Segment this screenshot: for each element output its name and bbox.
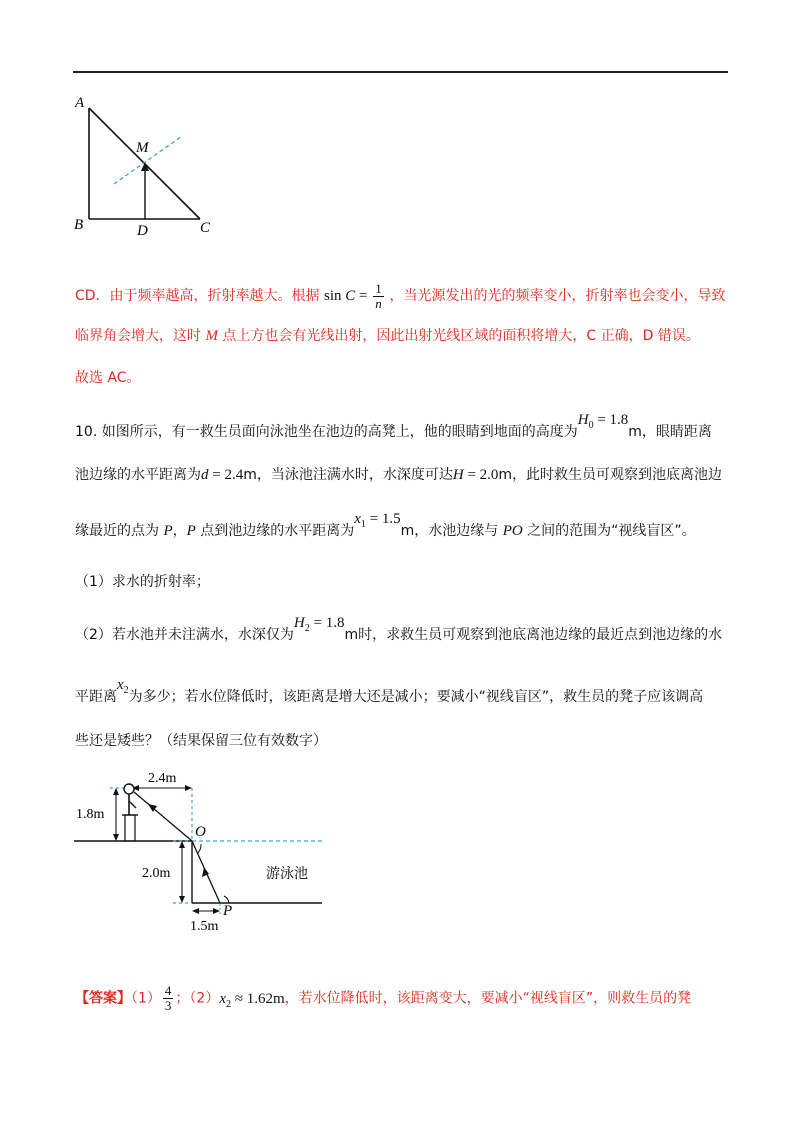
frac-num: 1 — [375, 281, 382, 296]
cd-suffix: ，当光源发出的光的频率变小，折射率也会变小，导致 — [389, 287, 726, 304]
px-arrow-left — [192, 908, 199, 914]
ray-in-air — [134, 792, 192, 841]
h-var: H — [452, 467, 464, 483]
h0-var: H — [577, 412, 589, 428]
pool-figure — [70, 768, 330, 938]
h2-var: H — [293, 615, 305, 631]
h0-val: = 1.8 — [593, 412, 629, 428]
solution-line-1 — [75, 282, 726, 311]
solution-choice: 故选 AC。 — [75, 370, 141, 386]
q10-l5b: 时，求救生员可观察到池底离池边缘的最近点到池边缘的水 — [358, 627, 723, 643]
d-formula — [201, 467, 243, 483]
n-den: 3 — [164, 998, 172, 1013]
solution-line-2 — [75, 326, 700, 346]
frac-den: n — [375, 296, 382, 311]
point-m-label: M — [136, 140, 149, 156]
x2-var: x — [117, 677, 124, 693]
px-label: 1.5m — [190, 919, 219, 934]
q10-l5a: （2）若水池并未注满水，水深仅为 — [75, 627, 294, 643]
q10-line-7: 些还是矮些？（结果保留三位有效数字） — [75, 733, 327, 749]
d-var: d — [201, 467, 209, 483]
x1-var: x — [354, 511, 361, 527]
angle-arc-o — [198, 844, 201, 853]
q10-l3c: 点到池边缘的水平距离为 — [195, 523, 355, 539]
sin-eq: = — [355, 287, 372, 304]
sinc-fraction — [373, 282, 384, 311]
cd-prefix: CD．由于频率越高，折射率越大。根据 — [75, 287, 320, 304]
distance-arrow-right — [185, 785, 192, 791]
answer-line — [75, 984, 691, 1015]
q10-l1a: 10. 如图所示，有一救生员面向泳池坐在池边的高凳上，他的眼睛到地面的高度为 — [75, 424, 578, 440]
h2-val: = 1.8 — [309, 615, 345, 631]
distance-label: 2.4m — [148, 771, 177, 786]
x2-ans-val: ≈ 1.62m — [231, 990, 285, 1007]
h2-formula — [293, 615, 345, 634]
x2-formula — [117, 677, 129, 696]
q10-l3b: ， — [172, 523, 187, 539]
answer-tag: 【答案】 — [75, 990, 131, 1007]
depth-arrow-top — [179, 841, 185, 848]
po-var: PO — [502, 523, 523, 539]
point-d-label: D — [137, 223, 148, 239]
q10-l2c: ，此时救生员可观察到池底离池边 — [512, 467, 723, 483]
n-num: 4 — [164, 983, 172, 998]
unit-m-3: m — [498, 467, 513, 483]
pool-label: 游泳池 — [266, 866, 308, 882]
sin-var: C — [345, 287, 356, 304]
px-arrow-right — [213, 908, 220, 914]
q10-line-3 — [75, 511, 696, 547]
x2-ans-sub: 2 — [226, 998, 232, 1010]
d-val: = 2.4 — [208, 467, 244, 483]
q10-l3d: ，水池边缘与 — [414, 523, 503, 539]
x1-val: = 1.5 — [365, 511, 401, 527]
x2-ans-var: x — [219, 990, 227, 1007]
x2-answer-formula — [219, 990, 285, 1010]
q10-l3a: 缘最近的点为 — [75, 523, 164, 539]
p-var-2: P — [186, 523, 196, 539]
vertex-a-label: A — [75, 95, 85, 111]
h-formula — [453, 467, 499, 483]
x1-formula — [354, 511, 401, 530]
answer-sep: ；（2） — [175, 990, 220, 1007]
p-var-1: P — [163, 523, 173, 539]
triangle-figure — [70, 92, 230, 242]
lifeguard-head-icon — [124, 784, 134, 794]
q10-l2a: 池边缘的水平距离为 — [75, 467, 201, 483]
q10-line-6 — [75, 677, 704, 713]
refraction-index-fraction — [163, 984, 174, 1013]
h0-formula — [577, 412, 629, 431]
eye-height-label: 1.8m — [76, 807, 105, 822]
depth-label: 2.0m — [142, 866, 171, 881]
line2-m: M — [205, 328, 218, 344]
x1-sub: 1 — [360, 519, 366, 530]
depth-arrow-bottom — [179, 896, 185, 903]
h0-sub: 0 — [588, 420, 594, 431]
answer-rest: ，若水位降低时，该距离变大，要减小“视线盲区”，则救生员的凳 — [284, 990, 692, 1007]
point-o-label: O — [195, 824, 206, 840]
point-p-label: P — [223, 903, 233, 919]
line2-b: 点上方也会有光线出射，因此出射光线区域的面积将增大，C 正确，D 错误。 — [217, 328, 700, 344]
vertex-c-label: C — [200, 220, 211, 236]
answer-p1: （1） — [131, 990, 161, 1007]
q10-l3e: 之间的范围为“视线盲区”。 — [522, 523, 696, 539]
angle-arc-p — [224, 896, 229, 903]
pool-svg — [70, 768, 330, 938]
q10-l6a: 平距离 — [75, 689, 117, 705]
q10-sub-1: （1）求水的折射率； — [75, 574, 210, 590]
q10-l2b: ，当泳池注满水时，水深度可达 — [256, 467, 453, 483]
line2-a: 临界角会增大，这时 — [75, 328, 206, 344]
sin-text: sin — [324, 287, 342, 304]
unit-m-5: m — [344, 627, 359, 643]
header-rule — [73, 71, 728, 73]
q10-line-1 — [75, 412, 712, 448]
stool-icon — [125, 815, 135, 841]
triangle-svg — [70, 92, 230, 242]
lifeguard-arm — [129, 801, 136, 808]
unit-m-2: m — [243, 467, 257, 483]
unit-m-1: m — [628, 424, 642, 440]
q10-line-2 — [75, 465, 722, 485]
sinc-formula — [324, 281, 390, 311]
eye-height-arrow-top — [113, 788, 119, 795]
q10-l6b: 为多少；若水位降低时，该距离是增大还是减小；要减小“视线盲区”，救生员的凳子应该调高 — [128, 689, 704, 705]
h-val: = 2.0 — [463, 467, 499, 483]
unit-m-4: m — [400, 523, 415, 539]
eye-height-arrow-bottom — [113, 834, 119, 841]
h2-sub: 2 — [304, 623, 310, 634]
q10-l1b: ，眼睛距离 — [641, 424, 712, 440]
x2-sub: 2 — [123, 685, 129, 696]
q10-line-5 — [75, 615, 723, 651]
vertex-b-label: B — [74, 217, 84, 233]
